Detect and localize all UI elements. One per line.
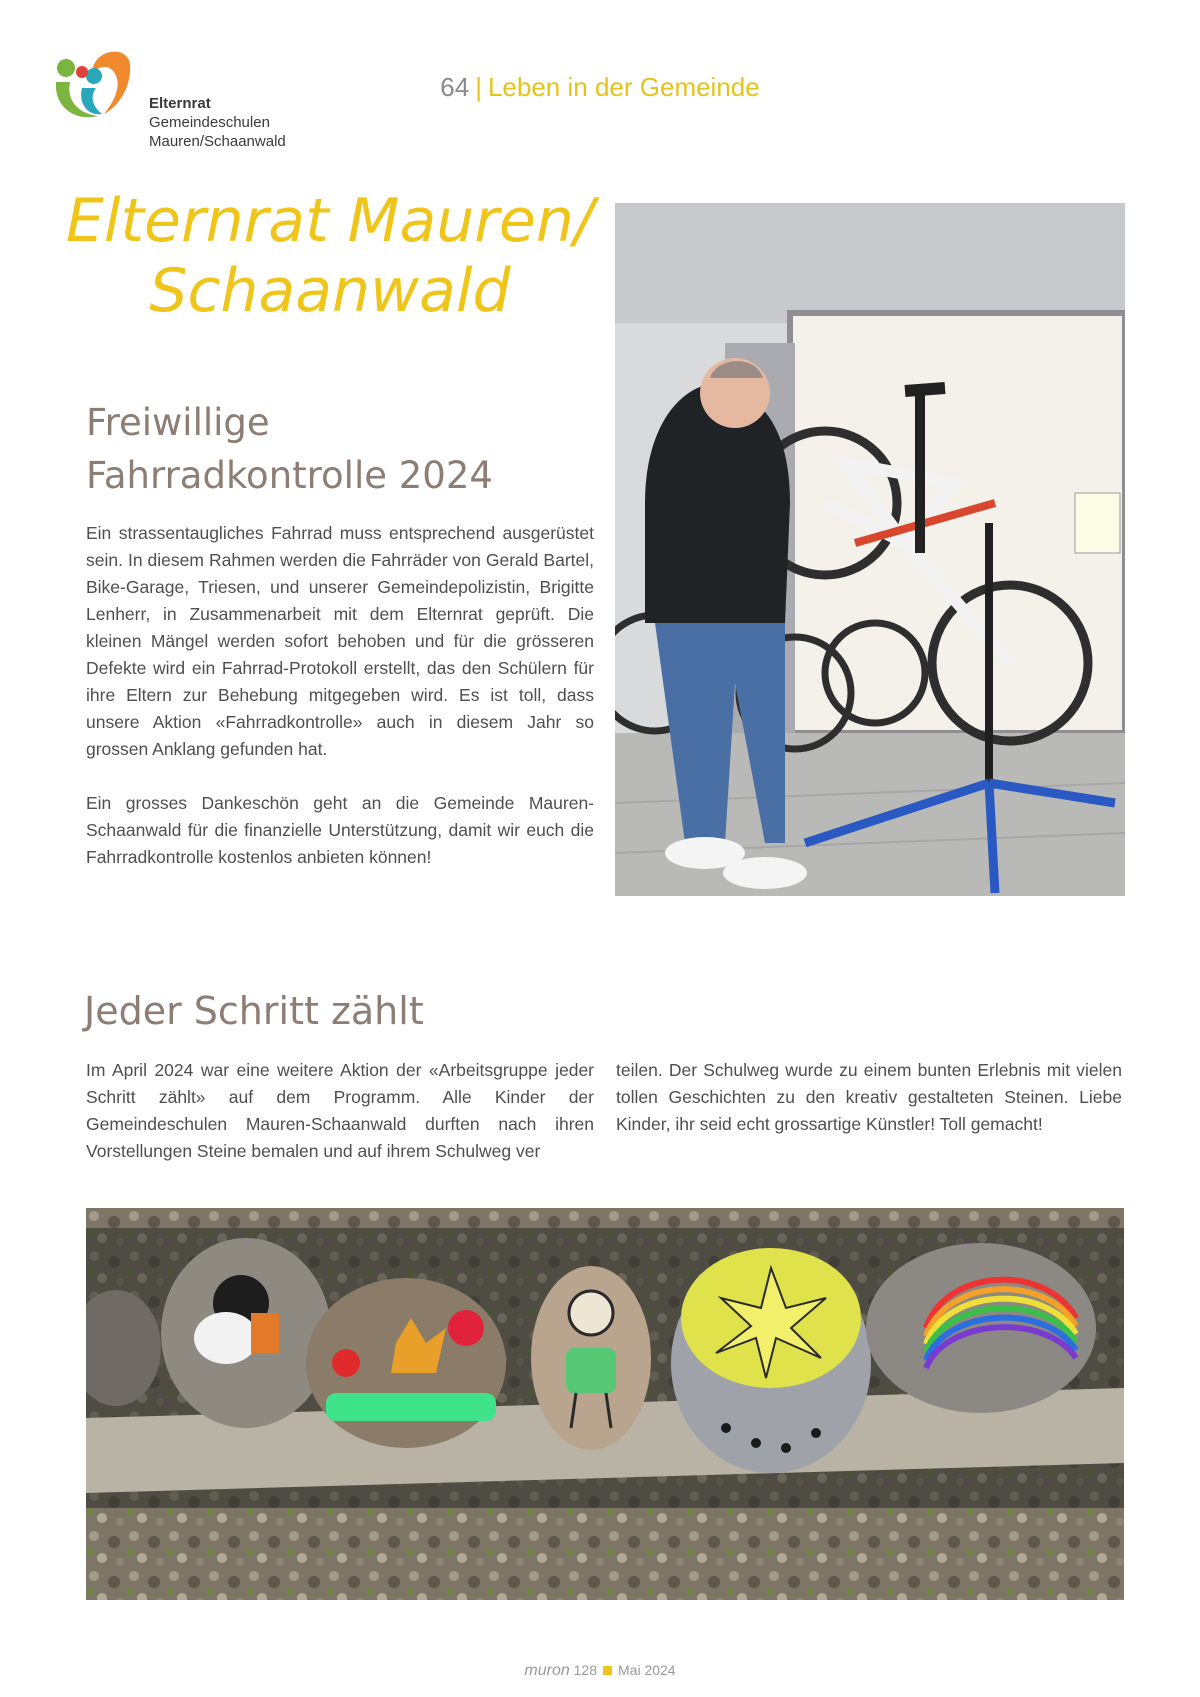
page-title xyxy=(60,186,600,326)
bike-article-paragraph-1: Ein strassentaugliches Fahrrad muss entsprechend ausgerüstet sein. In diesem Rahmen werden die Fahrräder von Gerald Bartel, Bike-Garage, Triesen, und unserer Gemeindepolizistin, Brigitte Lenherr, in Zusammenarbeit mit dem Elternrat geprüft. Die kleinen Mängel werden sofort behoben und für die grösseren Defekte wird ein Fahrrad-Protokoll erstellt, das den Schülern für ihre Eltern zur Behebung mitgegeben wird. Es ist toll, dass unsere Aktion «Fahrradkontrolle» auch in diesem Jahr so grossen Anklang gefunden hat. xyxy=(86,523,594,759)
issue-number: 128 xyxy=(573,1662,597,1678)
bike-heading-line-1: Freiwillige xyxy=(86,401,270,444)
steps-article-column-left: Im April 2024 war eine weitere Aktion der «Arbeitsgruppe jeder Schritt zählt» auf dem Programm. Alle Kinder der Gemeindeschulen Mauren-Schaanwald durften nach ihren Vorstellungen Steine bemalen und auf ihrem Schulweg ver xyxy=(86,1060,594,1161)
running-header xyxy=(0,72,1200,103)
page-number: 64 xyxy=(440,72,470,102)
page-title-line-2: Schaanwald xyxy=(149,256,511,326)
logo-line-2: Gemeindeschulen xyxy=(149,114,270,131)
bike-article-heading xyxy=(86,396,606,502)
magazine-name: muron xyxy=(524,1662,570,1679)
issue-date: Mai 2024 xyxy=(618,1662,676,1678)
logo-line-3: Mauren/Schaanwald xyxy=(149,133,286,150)
bike-heading-line-2: Fahrradkontrolle 2024 xyxy=(86,454,493,497)
bike-article-paragraph-2: Ein grosses Dankeschön geht an die Gemeinde Mauren-Schaanwald für die finanzielle Unterstützung, damit wir euch die Fahrradkontrolle kostenlos anbieten können! xyxy=(86,793,594,867)
steps-article-column-right: teilen. Der Schulweg wurde zu einem bunten Erlebnis mit vielen tollen Geschichten zu den kreativ gestalteten Steinen. Liebe Kinder, ihr seid echt grossartige Künstler! Toll gemacht! xyxy=(616,1060,1122,1134)
painted-stones-photo xyxy=(86,1208,1124,1600)
steps-article-heading: Jeder Schritt zählt xyxy=(84,989,424,1033)
footer-square-icon xyxy=(603,1666,612,1675)
page-footer xyxy=(0,1662,1200,1680)
page-title-line-1: Elternrat Mauren/ xyxy=(65,186,595,256)
header-separator: | xyxy=(475,72,482,102)
section-title: Leben in der Gemeinde xyxy=(487,72,760,102)
bike-check-photo xyxy=(615,203,1125,896)
logo-org-name: Elternrat xyxy=(149,95,211,112)
